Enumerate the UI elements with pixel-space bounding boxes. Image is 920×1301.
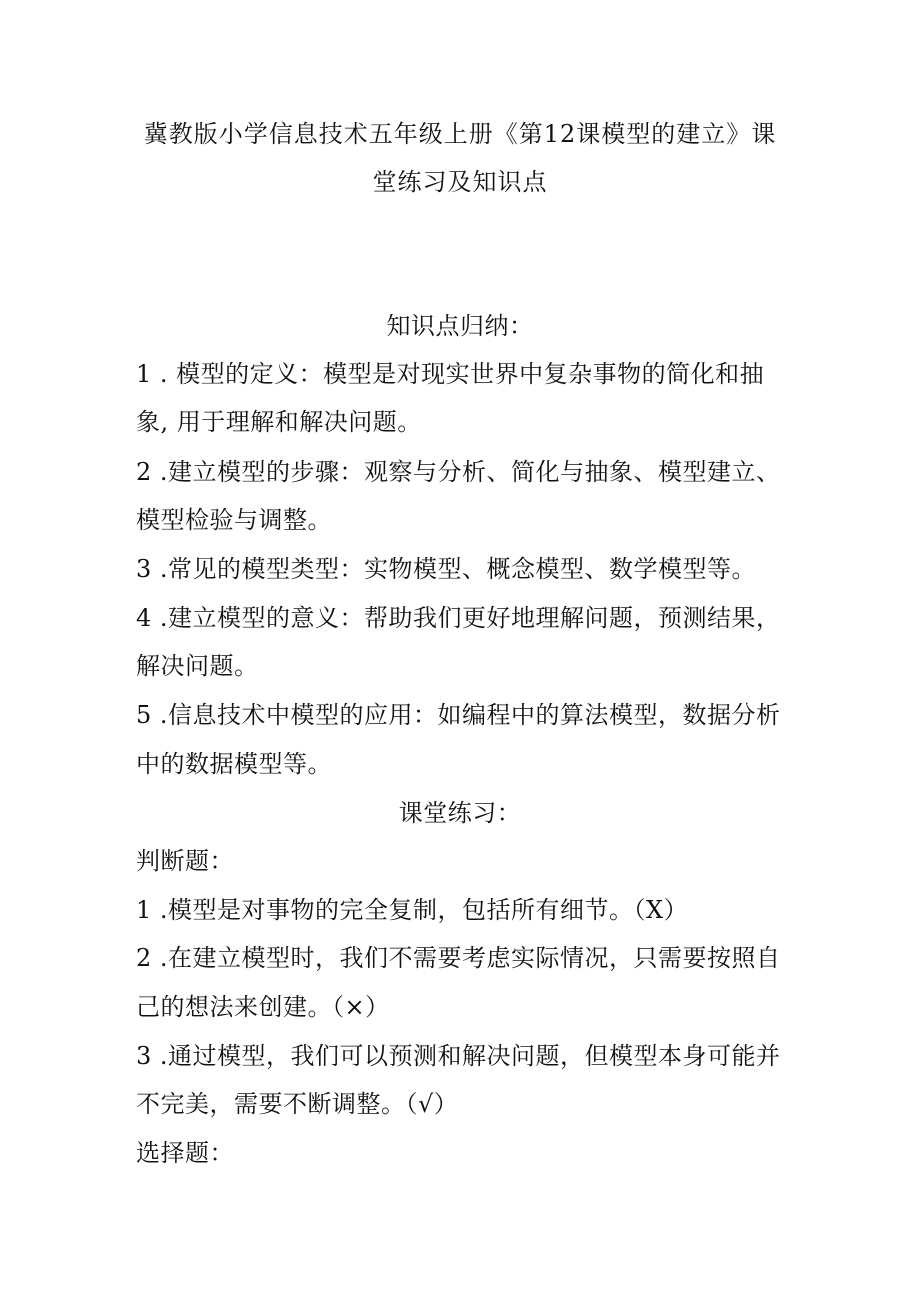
judge-question-line: 1 .模型是对事物的完全复制，包括所有细节。（X） <box>136 896 689 924</box>
practice-heading: 课堂练习： <box>398 799 522 827</box>
knowledge-line: 4 .建立模型的意义：帮助我们更好地理解问题，预测结果， <box>136 604 781 632</box>
title-line-2: 堂练习及知识点 <box>372 168 548 196</box>
knowledge-line: 5 .信息技术中模型的应用：如编程中的算法模型，数据分析 <box>136 701 781 729</box>
judge-question-line: 3 .通过模型，我们可以预测和解决问题，但模型本身可能并 <box>136 1042 781 1070</box>
judge-question-line: 己的想法来创建。（×） <box>136 993 390 1021</box>
knowledge-line: 象, 用于理解和解决问题。 <box>136 408 422 436</box>
knowledge-line: 模型检验与调整。 <box>136 506 332 534</box>
judge-heading: 判断题： <box>136 847 234 875</box>
knowledge-line: 中的数据模型等。 <box>136 750 332 778</box>
knowledge-line: 1 . 模型的定义：模型是对现实世界中复杂事物的简化和抽 <box>136 360 765 388</box>
knowledge-heading: 知识点归纳： <box>386 312 534 340</box>
document-title <box>120 110 800 206</box>
choice-heading: 选择题： <box>136 1139 234 1167</box>
knowledge-line: 解决问题。 <box>136 652 259 680</box>
judge-question-line: 不完美，需要不断调整。（√） <box>136 1090 459 1118</box>
judge-question-line: 2 .在建立模型时，我们不需要考虑实际情况，只需要按照自 <box>136 944 781 972</box>
knowledge-line: 2 .建立模型的步骤：观察与分析、简化与抽象、模型建立、 <box>136 458 781 486</box>
title-line-1: 冀教版小学信息技术五年级上册《第12课模型的建立》课 <box>143 120 777 148</box>
knowledge-line: 3 .常见的模型类型：实物模型、概念模型、数学模型等。 <box>136 555 757 583</box>
